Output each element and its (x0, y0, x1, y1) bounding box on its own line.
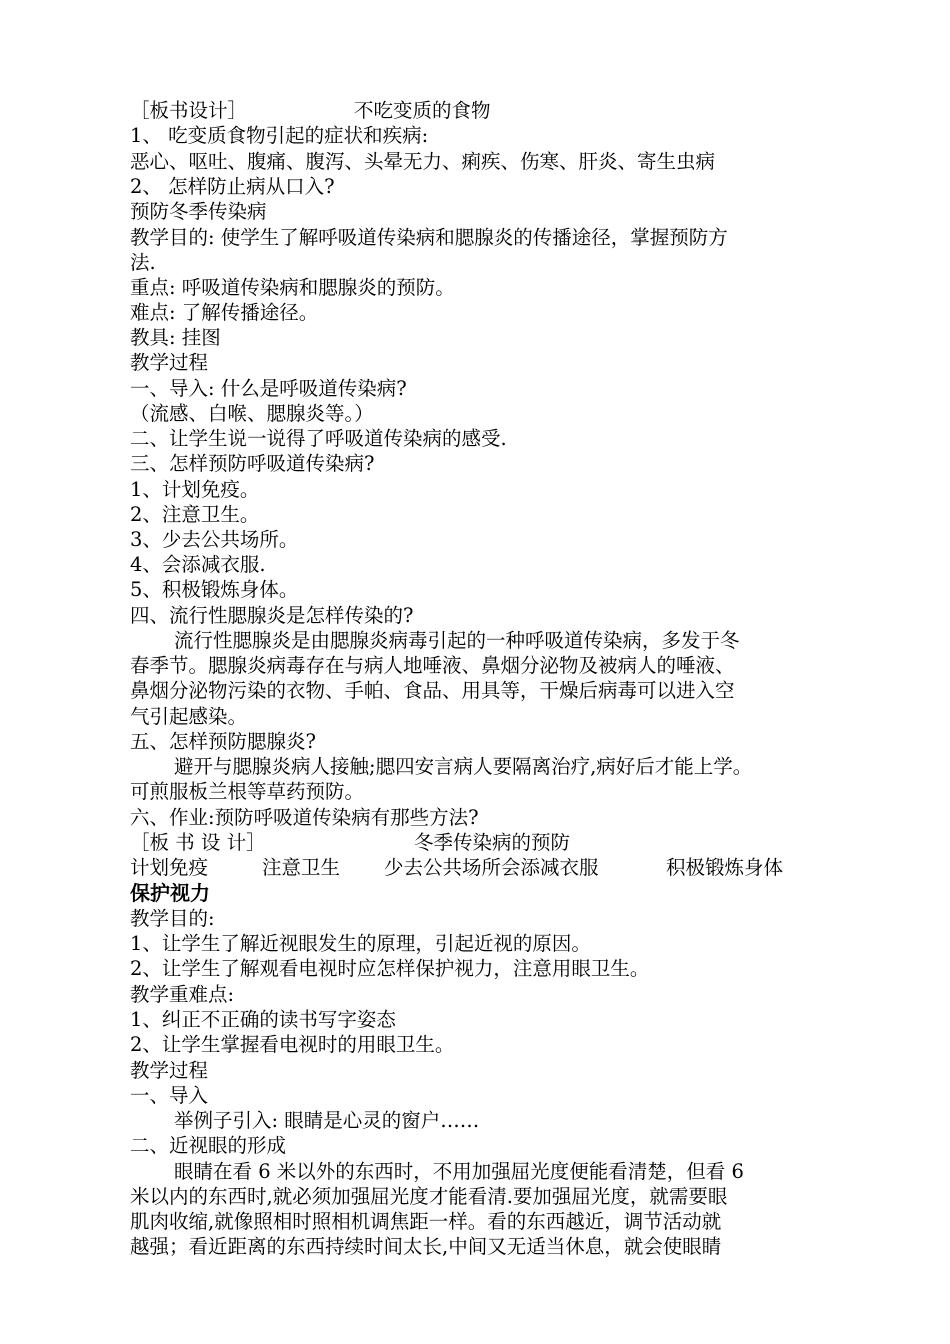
goal-heading: 教学目的: (130, 907, 215, 930)
goal-item: 2、让学生了解观看电视时应怎样保护视力，注意用眼卫生。 (130, 957, 650, 980)
key-item: 2、让学生掌握看电视时的用眼卫生。 (130, 1033, 455, 1056)
step-2: 二、近视眼的形成 (130, 1134, 287, 1157)
board-item: 少去公共场所会添减衣服 (384, 856, 599, 879)
teaching-tools: 教具: 挂图 (130, 326, 221, 349)
board-design-label: ［板书设计］ (130, 99, 248, 122)
teaching-goal-line-2: 法. (130, 251, 156, 274)
measure-item: 3、少去公共场所。 (130, 528, 299, 551)
step-1-examples: （流感、白喉、腮腺炎等。） (130, 402, 374, 425)
step-1: 一、导入: 什么是呼吸道传染病? (130, 377, 407, 400)
measure-item: 5、积极锻炼身体。 (130, 578, 299, 601)
step-4-paragraph-line: 气引起感染。 (130, 705, 248, 728)
step-1: 一、导入 (130, 1084, 209, 1107)
step-5-paragraph-line: 可煎服板兰根等草药预防。 (130, 780, 365, 803)
process-heading: 教学过程 (130, 1059, 209, 1082)
measure-item: 4、会添减衣服. (130, 553, 266, 576)
symptoms-list: 恶心、呕吐、腹痛、腹泻、头晕无力、痢疾、伤寒、肝炎、寄生虫病 (130, 150, 716, 173)
step-2-paragraph-line: 眼睛在看 6 米以外的东西时，不用加强屈光度便能看清楚，但看 6 (174, 1160, 744, 1183)
lesson-title-winter-diseases: 预防冬季传染病 (130, 200, 267, 223)
difficulty: 难点: 了解传播途径。 (130, 301, 319, 324)
process-heading: 教学过程 (130, 351, 209, 374)
teaching-goal-line-1: 教学目的: 使学生了解呼吸道传染病和腮腺炎的传播途径，掌握预防方 (130, 226, 728, 249)
step-6-homework: 六、作业:预防呼吸道传染病有那些方法? (130, 806, 479, 829)
lesson-title-protect-vision: 保护视力 (130, 881, 210, 905)
key-point: 重点: 呼吸道传染病和腮腺炎的预防。 (130, 276, 455, 299)
measure-item: 1、计划免疫。 (130, 478, 260, 501)
key-heading: 教学重难点: (130, 983, 235, 1006)
step-4: 四、流行性腮腺炎是怎样传染的? (130, 604, 414, 627)
step-5: 五、怎样预防腮腺炎? (130, 730, 316, 753)
step-5-paragraph-line: 避开与腮腺炎病人接触;腮四安言病人要隔离治疗,病好后才能上学。 (174, 755, 753, 778)
step-2: 二、让学生说一说得了呼吸道传染病的感受. (130, 427, 507, 450)
step-2-paragraph-line: 肌肉收缩,就像照相时照相机调焦距一样。看的东西越近，调节活动就 (130, 1210, 722, 1233)
board-design-title: 不吃变质的食物 (354, 99, 491, 122)
board-design-title: 冬季传染病的预防 (414, 831, 571, 854)
board-item: 注意卫生 (262, 856, 341, 879)
step-4-paragraph-line: 春季节。腮腺炎病毒存在与病人地唾液、鼻烟分泌物及被病人的唾液、 (130, 654, 735, 677)
measure-item: 2、注意卫生。 (130, 503, 260, 526)
point-1: 1、 吃变质食物引起的症状和疾病: (130, 124, 429, 147)
step-2-paragraph-line: 米以内的东西时,就必须加强屈光度才能看清.要加强屈光度，就需要眼 (130, 1185, 728, 1208)
step-4-paragraph-line: 鼻烟分泌物污染的衣物、手帕、食品、用具等，干燥后病毒可以进入空 (130, 679, 735, 702)
board-item: 积极锻炼身体 (666, 856, 784, 879)
step-3: 三、怎样预防呼吸道传染病? (130, 452, 375, 475)
step-1-text: 举例子引入: 眼睛是心灵的窗户…… (174, 1109, 480, 1132)
point-2: 2、 怎样防止病从口入? (130, 175, 335, 198)
step-4-paragraph-line: 流行性腮腺炎是由腮腺炎病毒引起的一种呼吸道传染病，多发于冬 (174, 629, 740, 652)
board-item: 计划免疫 (130, 856, 209, 879)
goal-item: 1、让学生了解近视眼发生的原理，引起近视的原因。 (130, 932, 591, 955)
board-design-label: ［板 书 设 计］ (130, 831, 266, 854)
step-2-paragraph-line: 越强；看近距离的东西持续时间太长,中间又无适当休息，就会使眼睛 (130, 1235, 722, 1258)
key-item: 1、纠正不正确的读书写字姿态 (130, 1008, 396, 1031)
